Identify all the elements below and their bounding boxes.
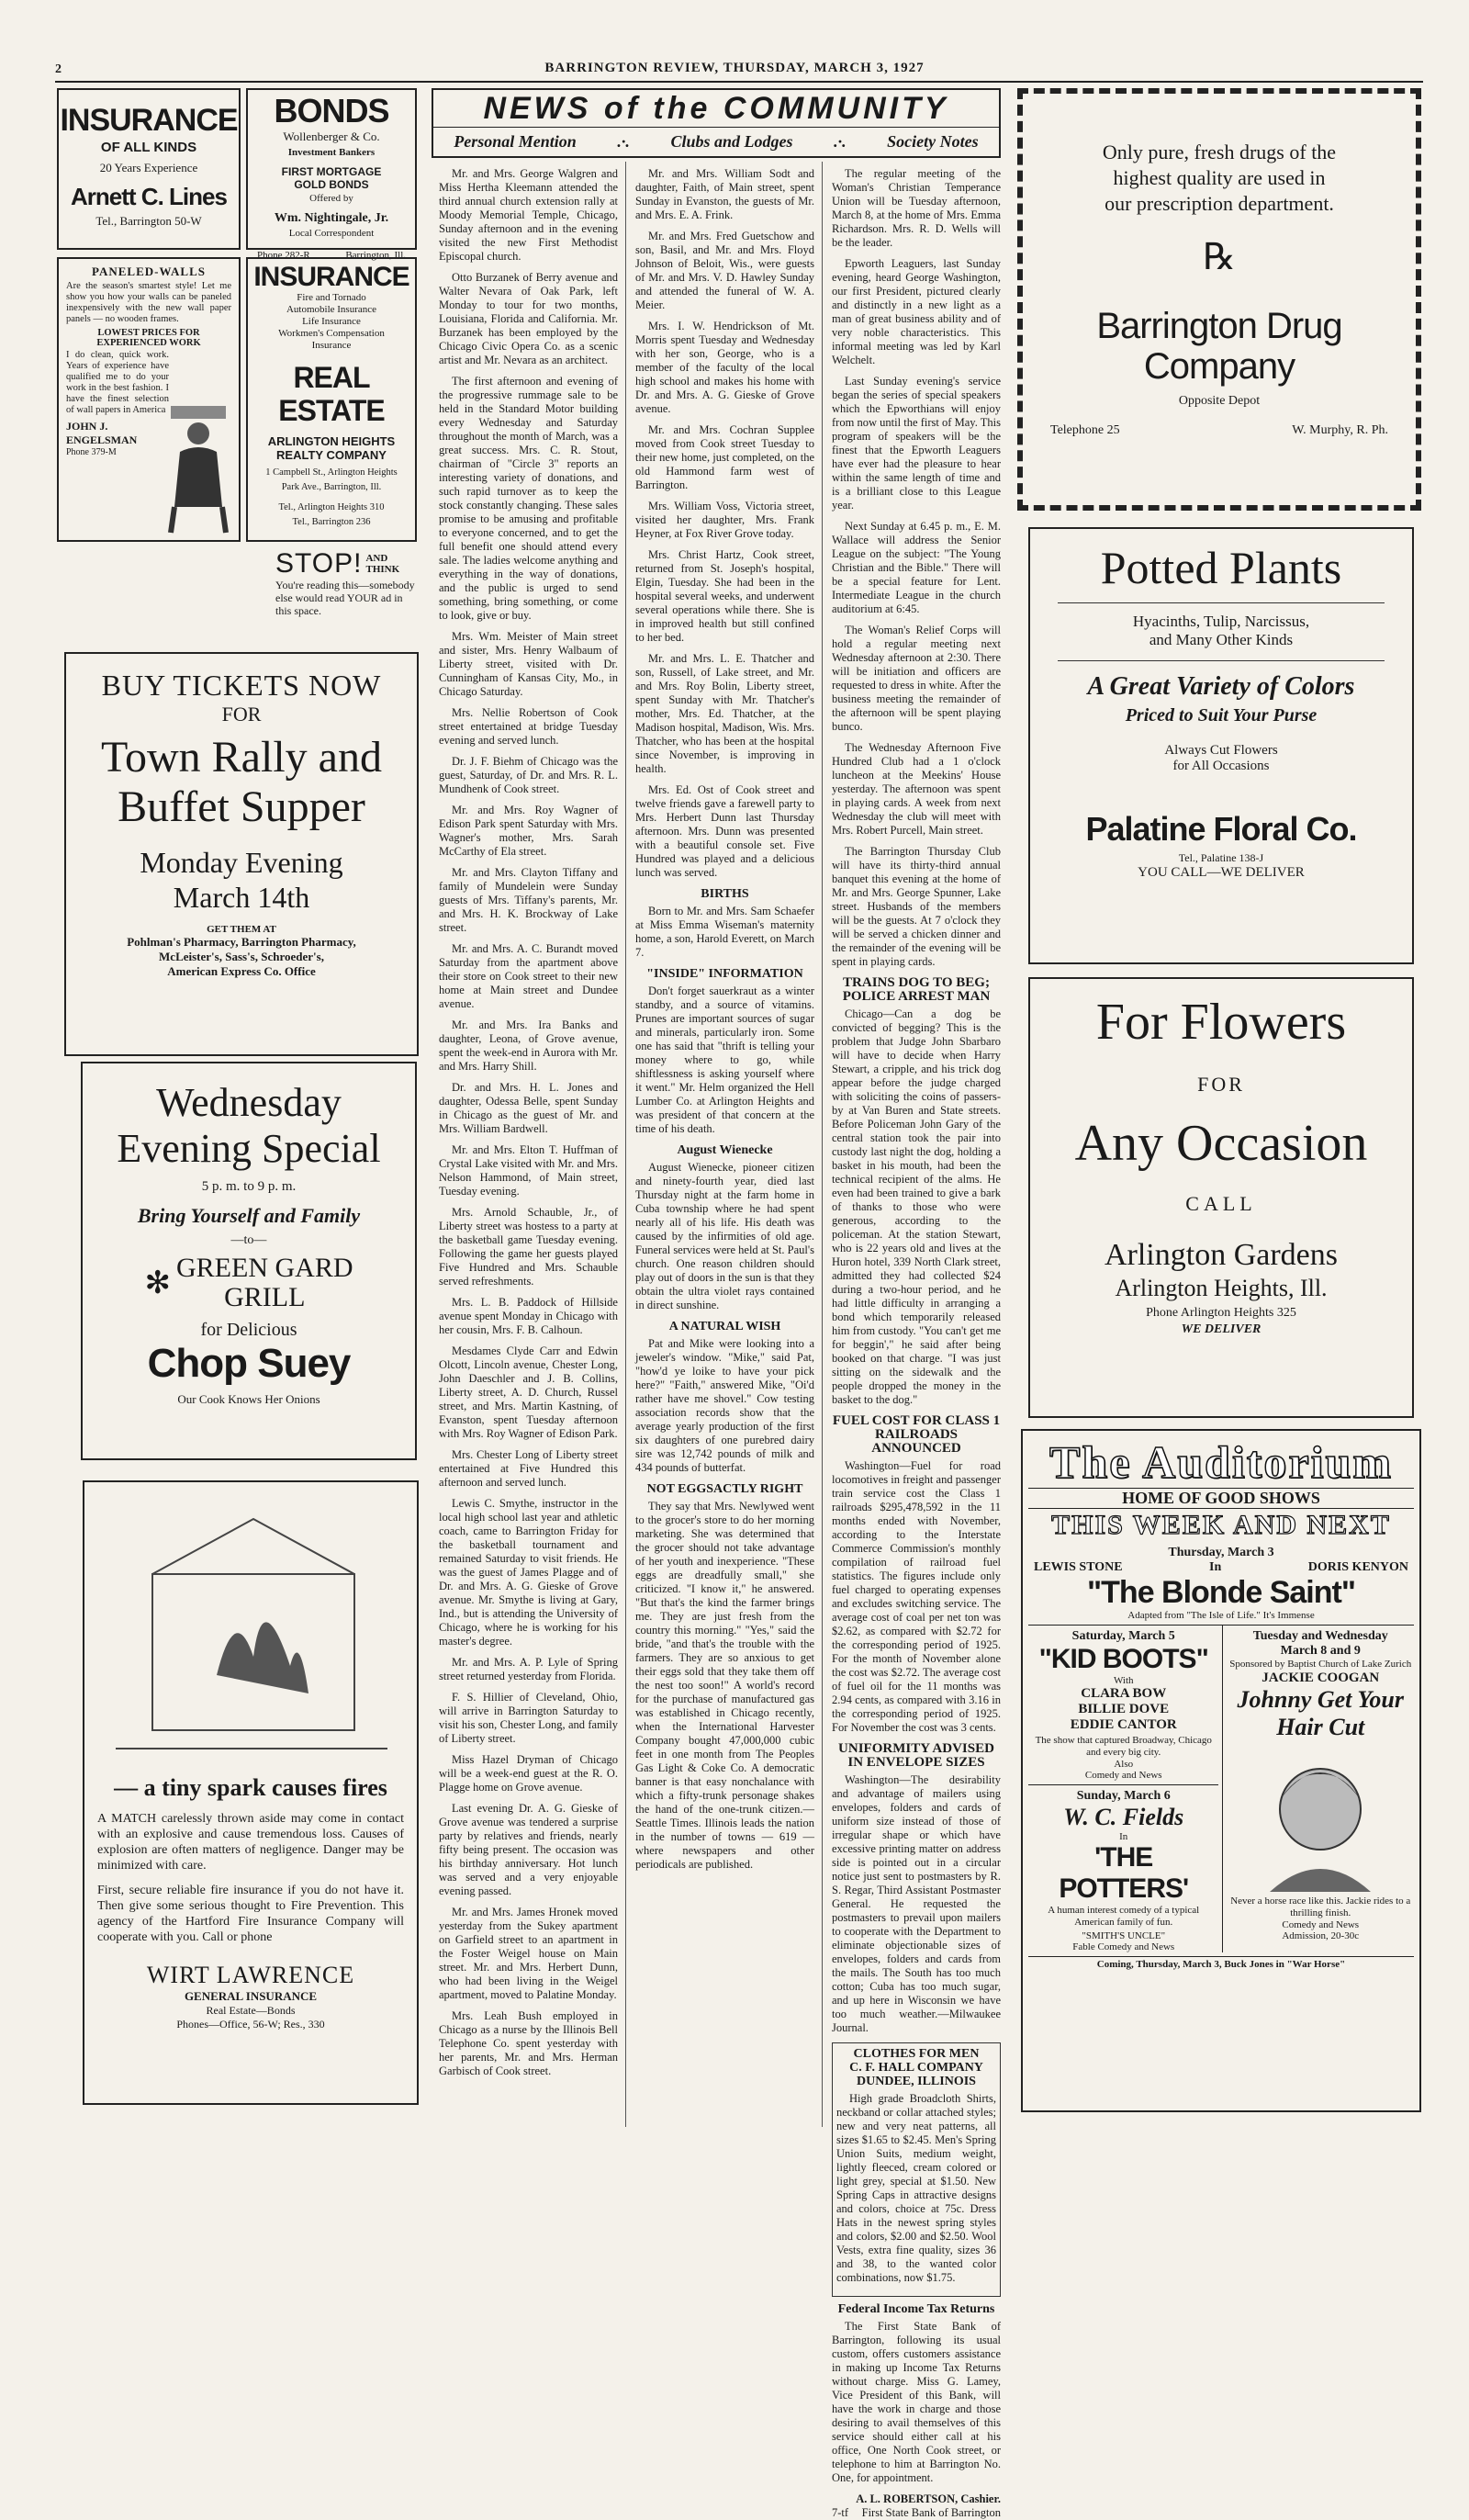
news-column-1: [432, 162, 626, 2127]
births-head: BIRTHS: [701, 887, 749, 901]
news-item: The Wednesday Afternoon Five Hundred Club had a 1 o'clock luncheon at the Meekins' House yesterday. The afternoon was spent in playing cards. A week from next Wednesday the club will meet with Mrs. Robert Purcell, Main street.: [832, 741, 1001, 837]
ad-wirt-body: A MATCH carelessly thrown aside may come in contact with an explosive and cause tremendous loss. Causes of explosion are often matters of negligence. Danger may be minimized with care.: [97, 1812, 404, 1873]
ad-palatine-line4: Priced to Suit Your Purse: [1125, 705, 1318, 726]
ad-aud-cast1: CLARA BOW: [1081, 1686, 1167, 1701]
ad-walls-sub2: EXPERIENCED WORK: [96, 338, 201, 348]
ad-cf-hall-line1: CLOTHES FOR MEN: [853, 2047, 980, 2061]
worker-legs-icon: [171, 507, 226, 533]
paperhanger-illustration: [162, 397, 235, 534]
ad-aud-right: [1223, 1626, 1414, 1952]
ad-aud-sat-date: Saturday, March 5: [1071, 1629, 1175, 1643]
ad-insurance-name: Arnett C. Lines: [71, 183, 227, 210]
news-banner-society: Society Notes: [887, 132, 979, 151]
news-item: Mrs. Leah Bush employed in Chicago as a nurse by the Illinois Bell Telephone Co. spent yesterday with her parents, Mr. and Mrs. Herman Garbisch of Cook street.: [439, 2009, 618, 2077]
ad-re-addr2: Park Ave., Barrington, Ill.: [281, 482, 382, 492]
news-item: Mrs. Arnold Schauble, Jr., of Liberty street was hostess to a party at the basketball game Tuesday evening. Following the game her guests played Five Hundred and Mrs. Schauble served refreshments.: [439, 1206, 618, 1288]
ad-aud-coming: Coming, Thursday, March 3, Buck Jones in "War Horse": [1028, 1956, 1414, 1970]
news-item: Mr. and Mrs. James Hronek moved yesterday from the Sukey apartment on Garfield street to an apartment in the Foster Weigel house on Main street. Mr. and Mrs. Herbert Dunn, who had been living in the Weigel apartment, moved to Palatine Monday.: [439, 1906, 618, 2001]
page-number: 2: [55, 62, 62, 76]
ad-wirt-lawrence: [83, 1480, 419, 2105]
trains-dog-head: TRAINS DOG TO BEG; POLICE ARREST MAN: [842, 975, 991, 1004]
news-item: Dr. and Mrs. H. L. Jones and daughter, Odessa Belle, spent Sunday in Chicago as the guest of Mr. and Mrs. William Bardwell.: [439, 1081, 618, 1135]
news-item: Mr. and Mrs. Elton T. Huffman of Crystal Lake visited with Mr. and Mrs. Nelson Hammond, of Main street, Tuesday evening.: [439, 1143, 618, 1198]
ad-aud-title: The Auditorium: [1049, 1436, 1393, 1488]
ad-aud-cast3: EDDIE CANTOR: [1070, 1717, 1177, 1732]
news-item: Mr. and Mrs. George Walgren and Miss Hertha Kleemann attended the third annual church extension rally at Moody Memorial Temple, Chicago, Sunday afternoon and in the evening visited the new First Methodist Episcopal church.: [439, 167, 618, 263]
ad-cf-hall-line3: DUNDEE, ILLINOIS: [857, 2075, 976, 2088]
ad-insurance-kinds: OF ALL KINDS: [100, 140, 197, 155]
ad-gardens-phone: Phone Arlington Heights 325: [1146, 1306, 1296, 1320]
inside-info-head: "INSIDE" INFORMATION: [646, 967, 803, 981]
ad-insurance-lines: [57, 88, 241, 250]
news-item: Mrs. L. B. Paddock of Hillside avenue spent Monday in Chicago with her cousin, Mrs. F. B. Calhoun.: [439, 1296, 618, 1336]
ad-re-firm2: REALTY COMPANY: [276, 448, 387, 462]
eggsactly-body: They say that Mrs. Newlywed went to the grocer's store to do her morning marketing. She was determined that the grocer should not take advantage of her youth and inexperience. "These eggs are dreadfully small," she criticized. "I know it," he answered. "But that's the kind the farmer brings me. They are just fresh from the country this morning." "Yes," said the bride, "and that's the trouble with the farmers. They are so anxious to get their eggs sold that they take them off the nest too soon!" A world's record for the purchase of manufactured gas was established in Chicago recently, when the International Harvester Company bought 47,000,000 cubic feet in one month from The Peoples Gas Light & Coke Co. A democratic banner is that easy nonchalance with which a fifty-trunk personage shakes the hand of the one-trunk citizen.—Seattle Times. Illinois leads the nation in the number of towns — 619 — where newspapers and other periodicals are published.: [635, 1500, 814, 1871]
ad-palatine-line3: A Great Variety of Colors: [1087, 672, 1355, 701]
eggsactly-head: NOT EGGSACTLY RIGHT: [646, 1482, 803, 1496]
ad-gg-tag: Bring Yourself and Family: [137, 1204, 361, 1227]
ad-insurance-title: INSURANCE: [60, 103, 238, 138]
ad-palatine-line6: for All Occasions: [1172, 759, 1270, 773]
ad-stop-body: You're reading this—somebody else would read YOUR ad in this space.: [275, 579, 415, 617]
ad-aud-kid: JACKIE COOGAN: [1262, 1671, 1380, 1685]
ad-aud-left: [1028, 1626, 1223, 1952]
ad-wirt-sub: GENERAL INSURANCE: [184, 1989, 318, 2003]
news-item: Mr. and Mrs. Roy Wagner of Edison Park spent Saturday with Mrs. Wagner's mother, Mrs. Sarah McCarthy of Ela street.: [439, 804, 618, 858]
ad-aud-lower: [1028, 1626, 1414, 1952]
ad-bonds-line3: Offered by: [309, 193, 353, 204]
births-body: Born to Mr. and Mrs. Sam Schaefer at Miss Emma Wiseman's maternity home, a son, Harold Everett, on March 7.: [635, 905, 814, 959]
masthead-rule: [55, 81, 1423, 83]
ad-gg-name2: GRILL: [224, 1282, 306, 1312]
masthead-title: BARRINGTON REVIEW, THURSDAY, MARCH 3, 1927: [544, 61, 925, 75]
ad-wirt-sub2: Real Estate—Bonds: [206, 2004, 296, 2017]
ad-walls-body: Are the season's smartest style! Let me show you how your walls can be paneled inexpensively with the new wall paper panels — no wooden frames.: [66, 281, 231, 324]
ad-tickets-line5: Monday Evening: [140, 846, 343, 879]
wienecke-body: August Wienecke, pioneer citizen and ninety-fourth year, died last Thursday night at the farm home in Cuba township where he had spent nearly all of his life. His death was caused by the infirmities of old age. Funeral services were held at St. Paul's church. One reason children should play out of doors in the sun is that they obtain the ultra violet rays contained in direct sunshine.: [635, 1161, 814, 1311]
ad-aud-sat-movie: "KID BOOTS": [1038, 1644, 1208, 1674]
worker-body-icon: [174, 447, 222, 507]
ad-tickets-line7: GET THEM AT: [207, 924, 276, 935]
news-item: The Woman's Relief Corps will hold a regular meeting next Wednesday afternoon at 2:30. There will be initiation and officers are requested to dress in white. After the business meeting the remainder of the afternoon will be spent playing bunco.: [832, 624, 1001, 733]
ad-gg-name-row: [83, 1254, 415, 1312]
ad-palatine-floral: [1028, 527, 1414, 964]
ad-aud-sun-comedy: Fable Comedy and News: [1072, 1941, 1175, 1952]
news-item: Mr. and Mrs. Fred Guetschow and son, Basil, and Mr. and Mrs. Floyd Johnson of Beloit, Wis., were guests of Mr. and Mrs. V. D. Hawley Sunday and attended the funeral of W. A. Meier.: [635, 230, 814, 311]
ad-stop-and: AND: [365, 553, 388, 564]
ad-aud-with: With: [1113, 1675, 1134, 1686]
ad-aud-comedy: Comedy and News: [1028, 1770, 1218, 1785]
ad-cf-hall: [832, 2042, 1001, 2297]
news-banner-subs: [433, 127, 999, 155]
ad-gg-line2: Evening Special: [117, 1126, 381, 1171]
news-item: Mrs. Nellie Robertson of Cook street entertained at bridge Tuesday evening and served lunch.: [439, 706, 618, 747]
ad-aud-note: Never a horse race like this. Jackie rides to a thrilling finish.: [1230, 1896, 1411, 1918]
ad-tickets: [64, 652, 419, 1056]
ad-gg-dish: Chop Suey: [147, 1341, 351, 1386]
news-item: Mrs. Chester Long of Liberty street entertained at Five Hundred this afternoon and served lunch.: [439, 1448, 618, 1489]
ad-aud-sun-date: Sunday, March 6: [1076, 1789, 1171, 1803]
ad-auditorium: [1021, 1429, 1421, 2112]
news-item: The regular meeting of the Woman's Christian Temperance Union will be Tuesday afternoon, March 8, at the home of Mrs. Emma Richardson. Mrs. R. D. Wells will be the leader.: [832, 167, 1001, 249]
ad-arlington-gardens: [1028, 977, 1414, 1418]
ad-aud-also: Also: [1114, 1759, 1134, 1770]
ad-bonds-agent: Wm. Nightingale, Jr.: [274, 211, 389, 225]
ad-palatine-tel: Tel., Palatine 138-J: [1178, 851, 1264, 864]
ad-aud-sun-also: "SMITH'S UNCLE": [1082, 1930, 1166, 1941]
ad-wirt-name: WIRT LAWRENCE: [146, 1962, 355, 1988]
ad-gardens-line2: FOR: [1197, 1073, 1245, 1096]
ad-aud-star2: DORIS KENYON: [1307, 1560, 1408, 1574]
ad-gg-hours: 5 p. m. to 9 p. m.: [201, 1179, 297, 1194]
ad-tickets-line1: BUY TICKETS NOW: [101, 669, 382, 702]
ad-gg-name1: GREEN GARD: [176, 1253, 353, 1283]
ad-gg-to: —to—: [230, 1233, 267, 1247]
federal-tax-sign2: First State Bank of Barrington: [861, 2506, 1001, 2519]
fuel-cost-head: FUEL COST FOR CLASS 1 RAILROADS ANNOUNCED: [832, 1413, 1001, 1456]
news-banner-sep2: .·.: [834, 132, 847, 151]
news-item: Epworth Leaguers, last Sunday evening, heard George Washington, our first President, pictured clearly and distinctly in a new light as a man of great business ability and of very noble characteristics. This informal meeting was led by Karl Welchelt.: [832, 257, 1001, 366]
news-item: Mr. and Mrs. William Sodt and daughter, Faith, of Main street, spent Sunday in Evanston, the guests of Mr. and Mrs. E. A. Frink.: [635, 167, 814, 221]
ad-palatine-rule1: [1058, 602, 1385, 603]
ad-tickets-line3: Town Rally and: [101, 733, 382, 782]
ad-bonds-title: BONDS: [274, 92, 389, 129]
ad-drug-line1: Only pure, fresh drugs of the: [1102, 141, 1337, 163]
news-item: Mesdames Clyde Carr and Edwin Olcott, Lincoln avenue, Chester Long, John Daeschler and J. B. Collins, Liberty street, A. D. Church, Russel street, and Mrs. Martin Kastning, of Evanston, spent Tuesday afternoon with Mrs. Roy Wagner of Edison Park.: [439, 1344, 618, 1440]
ad-palatine-rule2: [1058, 660, 1385, 661]
roof-icon: [152, 1519, 354, 1574]
ad-stop-title: STOP!: [275, 548, 363, 579]
ad-aud-admission: Admission, 20-30c: [1282, 1930, 1360, 1941]
natural-wish-body: Pat and Mike were looking into a jeweler's window. "Mike," said Pat, "how'd ye loike to have your pick here?" "Faith," answered Mike, "Oi'd rather have me shovel." Cow testing association records show that the average yearly production of the first six daughters of one purebred dairy sire was 12,742 pounds of milk and 434 pounds of butterfat.: [635, 1337, 814, 1474]
news-item: Mrs. Wm. Meister of Main street and sister, Mrs. Henry Walbaum of Liberty street, visited with Dr. Cunningham of Kansas City, Mo., in Chicago Saturday.: [439, 630, 618, 698]
ad-gardens-line4: CALL: [1185, 1192, 1257, 1215]
ad-walls-sub1: LOWEST PRICES FOR: [97, 328, 200, 338]
ad-aud-tw-date: Tuesday and Wednesday: [1252, 1629, 1388, 1643]
news-item: The Barrington Thursday Club will have its thirty-third annual banquet this evening at the home of Mr. and Mrs. George Spunner, Lake street. Husbands of the members will be the guests. At 7 o'clock they will be served a chicken dinner and the remainder of the evening will be spent in playing cards.: [832, 845, 1001, 968]
ad-aud-star1: LEWIS STONE: [1034, 1560, 1123, 1574]
ad-insurance-tel: Tel., Barrington 50-W: [95, 214, 202, 228]
ad-stop-and-think: [365, 553, 399, 575]
inside-info-body: Don't forget sauerkraut as a winter standby, and a source of vitamins. Prunes are important sources of sugar and minerals, particularly iron. Some one has said that "thrift is telling your money where to go, while shiftlessness is asking yourself where it went." Mr. Helm organized the Hell Lumber Co. at Arlington Heights and was president of that concern at the time of his death.: [635, 984, 814, 1135]
ad-re-line3: Life Insurance: [302, 316, 361, 327]
ad-bonds-phone: Phone 282-R: [257, 250, 310, 261]
news-item: Miss Hazel Dryman of Chicago will be a week-end guest at the R. O. Plagge home on Grove avenue.: [439, 1753, 618, 1794]
news-item: Mr. and Mrs. A. P. Lyle of Spring street returned yesterday from Florida.: [439, 1656, 618, 1682]
ad-aud-adapted: Adapted from "The Isle of Life." It's Immense: [1028, 1610, 1414, 1626]
ad-aud-tw-date2: March 8 and 9: [1280, 1644, 1361, 1658]
ad-gg-footer: Our Cook Knows Her Onions: [177, 1392, 320, 1406]
ad-tickets-line2: FOR: [221, 703, 262, 726]
ad-drug-name2: Company: [1143, 346, 1295, 387]
news-item: Mr. and Mrs. Clayton Tiffany and family of Mundelein were Sunday guests of Mrs. Tiffany's parents, Mr. and Mrs. H. K. Brockway of Lake street.: [439, 866, 618, 934]
ad-drug-contact: [1023, 409, 1416, 438]
worker-head-icon: [187, 422, 209, 444]
news-item: The first afternoon and evening of the progressive rummage sale to be held in the Standard Motor building every Wednesday and Saturday throughout the month of March, was a great success. Mrs. C. R. Stout, chairman of "Circle 3" reports an interesting variety of donations, and such rapid turnover as to keep the stock constantly changing. These sales promise to be amusing and profitable to everyone concerned, and to get the full benefit one should attend every sale. The ladies welcome anything and everything in the way of donations, and the public is urged to send something, bring something, or come to look, give or buy.: [439, 375, 618, 622]
face-icon: [1280, 1769, 1361, 1850]
ad-aud-sat-note: The show that captured Broadway, Chicago and every big city.: [1035, 1735, 1212, 1758]
ad-aud-sponsor: Sponsored by Baptist Church of Lake Zurich: [1229, 1659, 1412, 1670]
ad-bonds-firm: Wollenberger & Co.: [283, 129, 380, 143]
ad-wirt-headline: — a tiny spark causes fires: [114, 1774, 387, 1801]
news-item: Next Sunday at 6.45 p. m., E. M. Wallace will address the Senior League on the subject: "The Young Christian and the Bible." There will be a special feature for Lent. Intermediate League in the church auditorium at 6:45.: [832, 520, 1001, 615]
news-item: Mrs. Ed. Ost of Cook street and twelve friends gave a farewell party to Mrs. Herbert Dunn last Thursday afternoon. Mrs. Dunn was presented with a beautiful console set. Five Hundred was played and a delicious lunch was served.: [635, 783, 814, 879]
paper-roll-icon: [171, 406, 226, 419]
ad-cf-hall-body: High grade Broadcloth Shirts, neckband or collar attached styles; new and very neat patterns, all sizes $1.65 to $2.45. Men's Spring Union Suits, medium weight, lightly fleeced, cream colored or light grey, special at $1.50. New Spring Caps in attractive designs and colors, choice at 75c. Dress Hats in the newest spring styles and colors, $2.00 and $2.50. Wool Vests, extra fine quality, sizes 36 and 38, to the wanted color combinations, now $1.75.: [836, 2092, 996, 2284]
uniformity-head: UNIFORMITY ADVISED IN ENVELOPE SIZES: [838, 1741, 994, 1770]
ad-aud-sub: HOME OF GOOD SHOWS: [1028, 1488, 1414, 1509]
jackie-coogan-portrait: [1251, 1745, 1389, 1892]
ad-drug-line2: highest quality are used in: [1113, 166, 1326, 189]
ad-re-addr1: 1 Campbell St., Arlington Heights: [265, 467, 398, 478]
ad-aud-sub2: THIS WEEK AND NEXT: [1051, 1510, 1391, 1540]
ad-bonds-line1: FIRST MORTGAGE: [281, 165, 382, 178]
news-item: F. S. Hillier of Cleveland, Ohio, will arrive in Barrington Saturday to visit his son, Chester Long, and family of Liberty street.: [439, 1691, 618, 1745]
ad-aud-sun-star: W. C. Fields: [1063, 1804, 1184, 1830]
ad-tickets-line4: Buffet Supper: [118, 782, 365, 831]
shoulders-icon: [1270, 1869, 1371, 1892]
ad-re-title: INSURANCE: [253, 262, 409, 292]
ad-tickets-line8: Pohlman's Pharmacy, Barrington Pharmacy,: [127, 935, 356, 949]
ad-aud-sun-movie: 'THE POTTERS': [1059, 1842, 1189, 1904]
ad-barrington-drug: [1017, 88, 1421, 511]
ad-re-line1: Fire and Tornado: [297, 292, 366, 303]
ad-tickets-line9: McLeister's, Sass's, Schroeder's,: [159, 950, 324, 963]
ad-gardens-cta: WE DELIVER: [1181, 1322, 1262, 1336]
news-item: Mrs. I. W. Hendrickson of Mt. Morris spent Tuesday and Wednesday with her son, George, who is a member of the faculty of the local high school and makes his home with Dr. and Mrs. A. G. Gieske of Grove avenue.: [635, 320, 814, 415]
ad-re-firm: ARLINGTON HEIGHTS: [267, 434, 396, 448]
news-item: Mrs. William Voss, Victoria street, visited her daughter, Mrs. Frank Heyner, at Fox River Grove today.: [635, 500, 814, 540]
ad-re-tel2: Tel., Barrington 236: [292, 517, 371, 527]
ad-aud-sun-note: A human interest comedy of a typical American family of fun.: [1048, 1905, 1200, 1928]
ad-re-line5: Insurance: [311, 340, 352, 351]
ad-drug-line3: our prescription department.: [1105, 192, 1334, 215]
federal-tax-body: The First State Bank of Barrington, following its usual custom, offers customers assistance in making up Income Tax Returns without charge. Miss G. Lamey, Vice President of this Bank, will have the work in charge and those desiring to avail themselves of this service should either call at his office, One North Cook street, or telephone to him at Barrington No. One, for appointment.: [832, 2320, 1001, 2484]
ad-palatine-line5: Always Cut Flowers: [1164, 743, 1278, 758]
ad-bonds-town: Barrington, Ill.: [345, 250, 406, 261]
ad-gardens-name: Arlington Gardens: [1104, 1238, 1338, 1272]
ad-gardens-line1: For Flowers: [1095, 994, 1347, 1051]
ad-tickets-line10: American Express Co. Office: [167, 964, 316, 978]
ad-bonds-firm-sub: Investment Bankers: [287, 147, 376, 158]
news-banner-personal: Personal Mention: [454, 132, 577, 151]
ad-aud-cast2: BILLIE DOVE: [1078, 1702, 1170, 1716]
news-banner: [432, 88, 1001, 158]
ad-drug-tel: Telephone 25: [1050, 423, 1120, 437]
ad-aud-movie1: "The Blonde Saint": [1087, 1575, 1355, 1610]
ad-wirt-phones: Phones—Office, 56-W; Res., 330: [176, 2018, 325, 2031]
wienecke-head: August Wienecke: [677, 1143, 773, 1157]
building-icon: [152, 1574, 354, 1730]
news-item: Mrs. Christ Hartz, Cook street, returned from St. Joseph's hospital, Elgin, Tuesday. She had been in the hospital several weeks, and underwent several operations while there. She is in improved health but still confined to her bed.: [635, 548, 814, 644]
news-item: Last Sunday evening's service began the series of special speakers which the Epworthians will enjoy from now until the first of May. This program of speakers will be the finest that the Epworth Leaguers have ever had the pleasure to hear within the same length of time and is a brilliant close to this League year.: [832, 375, 1001, 512]
news-column-2-items: [635, 167, 814, 880]
news-column-2: [628, 162, 823, 2127]
trains-dog-body: Chicago—Can a dog be convicted of begging? This is the problem that Judge John Sbarbaro will have to decide when Harry Stewart, a cripple, and his trick dog appear before the judge charged with soliciting the coins of passers-by at Van Buren and State streets. Before Policeman John Gary of the central station took the pair into custody last night the dog, holding a basket in his mouth, had been the technical recipient of the alms. He even had been trained to give a bark of thanks to those who were generous, according to the policeman. At the station Stewart, who is 22 years old and lives at the Huron hotel, 339 North Clark street, admitted they had collected $24 during a two-hour period, and he had little difficulty in arranging a bond which temporarily released him from custody. "You can't get me for beggin'," he said after being booked on that charge. "I was just sitting on the sidewalk and the people dropped the money in the basket to the dog.": [832, 1007, 1001, 1406]
flame-icon: [217, 1622, 308, 1693]
ad-gardens-town: Arlington Heights, Ill.: [1115, 1275, 1328, 1301]
natural-wish-head: A NATURAL WISH: [668, 1320, 781, 1333]
federal-tax-code: 7-tf: [832, 2506, 849, 2519]
rx-icon: ℞: [1203, 236, 1236, 277]
ad-re-line2: Automobile Insurance: [286, 304, 377, 315]
ad-walls-phone: Phone 379-M: [66, 447, 117, 457]
ad-gg-for: for Delicious: [200, 1320, 297, 1340]
news-item: Dr. J. F. Biehm of Chicago was the guest, Saturday, of Dr. and Mrs. R. L. Mundhenk of Cook street.: [439, 755, 618, 795]
ad-bonds: [246, 88, 417, 261]
news-item: Otto Burzanek of Berry avenue and Walter Nevara of Oak Park, left Monday to tour for two months, Louisiana, Florida and California. Mr. Burzanek has been employed by the Chicago Civic Opera Co. as a scenic artist and Mr. Nevara as an architect.: [439, 271, 618, 366]
news-item: Mr. and Mrs. L. E. Thatcher and son, Russell, of Lake street, and Mr. and Mrs. Roy Bolin, Liberty street, spent Sunday with Mr. Thatcher's mother, Mrs. Ed. Thatcher, at the Madison hospital, Madison, Wis. Mrs. Thatcher, who has been at the hospital since November, is improving in health.: [635, 652, 814, 775]
federal-tax-head: Federal Income Tax Returns: [837, 2302, 995, 2316]
news-item: Mr. and Mrs. Cochran Supplee moved from Cook street Tuesday to their new home, just completed, on the old Hammond farm west of Barrington.: [635, 423, 814, 491]
ad-palatine-title: Potted Plants: [1100, 542, 1342, 593]
ad-gardens-line3: Any Occasion: [1074, 1115, 1368, 1172]
ad-aud-stars-row: [1028, 1560, 1414, 1575]
ad-palatine-name: Palatine Floral Co.: [1085, 810, 1357, 848]
ad-drug-name1: Barrington Drug: [1096, 306, 1342, 346]
ad-drug-sub: Opposite Depot: [1178, 394, 1261, 408]
ad-palatine-line1: Hyacinths, Tulip, Narcissus,: [1132, 613, 1310, 630]
fuel-cost-body: Washington—Fuel for road locomotives in freight and passenger train service cost the Class 1 railroads $295,478,592 in the 11 months ended with November, according to the Interstate Commerce Commission's monthly compilation of railroad fuel statistics. The figures include only fuel charged to operating expenses and excludes switching service. The average cost of coal per net ton was $2.62, as compared with $2.72 for the corresponding period of 1925. For the month of November alone the cost was $2.72. The average cost of fuel oil for the 11 months was 2.94 cents, as compared with 3.16 in the corresponding period of 1925. For November the cost was 3 cents.: [832, 1459, 1001, 1734]
ad-aud-tw-comedy: Comedy and News: [1282, 1919, 1360, 1930]
ad-drug-mgr: W. Murphy, R. Ph.: [1292, 423, 1388, 437]
ad-re-title2: REAL ESTATE: [278, 361, 385, 427]
ad-re-tel1: Tel., Arlington Heights 310: [278, 502, 385, 512]
news-item: Mr. and Mrs. A. C. Burandt moved Saturday from the apartment above their store on Cook street to their new home at Main street and Dundee avenue.: [439, 942, 618, 1010]
ad-bonds-line2: GOLD BONDS: [294, 178, 369, 191]
news-banner-sep1: .·.: [617, 132, 630, 151]
news-column-3: [824, 162, 1008, 2519]
ad-gg-line1: Wednesday: [156, 1080, 342, 1125]
news-column-3-items: [832, 167, 1001, 969]
ad-wirt-body2: First, secure reliable fire insurance if you do not have it. Then give some serious thought to Fire Prevention. This agency of the Hartford Fire Insurance Company will cooperate with you. Call or phone: [97, 1884, 404, 1944]
ad-insurance-exp: 20 Years Experience: [99, 161, 198, 174]
ad-real-estate: [246, 257, 417, 542]
ad-palatine-cta: YOU CALL—WE DELIVER: [1138, 865, 1305, 880]
ad-stop-heading: [275, 549, 419, 579]
federal-tax-sign: A. L. ROBERTSON, Cashier.: [856, 2492, 1001, 2505]
news-item: Lewis C. Smythe, instructor in the local high school last year and athletic coach, came to Barrington Friday for the basketball tournament and remained Saturday to visit friends. He was the guest of James Plagge and of Dr. and Mrs. A. G. Gieske of Grove avenue. Mr. Smythe is living at Gary, Ind., but is attending the University of Chicago, where he is working for his master's degree.: [439, 1497, 618, 1648]
ad-green-gard: [81, 1062, 417, 1460]
ad-aud-in: In: [1209, 1560, 1222, 1574]
ad-stop-think: THINK: [365, 564, 400, 575]
fire-illustration: [97, 1491, 406, 1767]
ad-bonds-agent-sub: Local Correspondent: [288, 228, 375, 239]
ad-walls-title: PANELED-WALLS: [91, 264, 206, 278]
ad-walls-body2: I do clean, quick work. Years of experience have qualified me to do your work in the best fashion. I have the finest selection of wall papers in America: [66, 350, 169, 415]
uniformity-body: Washington—The desirability and advantage of mailers using envelopes, folders and cards of uniform size instead of those of irregular shape or which have excessive printing matter on address side is pointed out in a circular notice just sent to postmasters by R. S. Regar, Third Assistant Postmaster General. He requested the postmasters to prevail upon mailers to cooperate with the Department to eliminate objectionable sizes of envelopes, folders and cards from the mails. The South has too much cotton; Cuba has too much sugar, and up here in Wisconsin we have too much weather.—Milwaukee Journal.: [832, 1773, 1001, 2034]
ad-aud-kid-movie: Johnny Get Your Hair Cut: [1237, 1686, 1405, 1740]
news-banner-clubs: Clubs and Lodges: [670, 132, 793, 151]
federal-tax-footer: [832, 2506, 1001, 2520]
ad-aud-date1: Thursday, March 3: [1168, 1546, 1274, 1559]
ad-tickets-line6: March 14th: [173, 881, 310, 914]
ad-walls-name: JOHN J. ENGELSMAN: [66, 420, 138, 446]
news-item: Last evening Dr. A. G. Gieske of Grove avenue was tendered a surprise party by relatives and friends, nearly fifty being present. The occasion was his birthday anniversary. Hot lunch was served and a very enjoyable evening passed.: [439, 1802, 618, 1897]
news-item: Mr. and Mrs. Ira Banks and daughter, Leona, of Grove avenue, spent the week-end in Aurora with Mr. and Mrs. Harry Shill.: [439, 1018, 618, 1073]
ad-cf-hall-line2: C. F. HALL COMPANY: [849, 2061, 983, 2075]
ad-re-line4: Workmen's Compensation: [278, 328, 385, 339]
ad-stop: [275, 549, 419, 637]
dragon-icon: ✻: [144, 1266, 171, 1300]
ad-palatine-line2: and Many Other Kinds: [1149, 631, 1294, 648]
ad-paneled-walls: [57, 257, 241, 542]
ad-aud-in2: In: [1119, 1831, 1128, 1842]
news-banner-title: NEWS of the COMMUNITY: [483, 91, 949, 126]
